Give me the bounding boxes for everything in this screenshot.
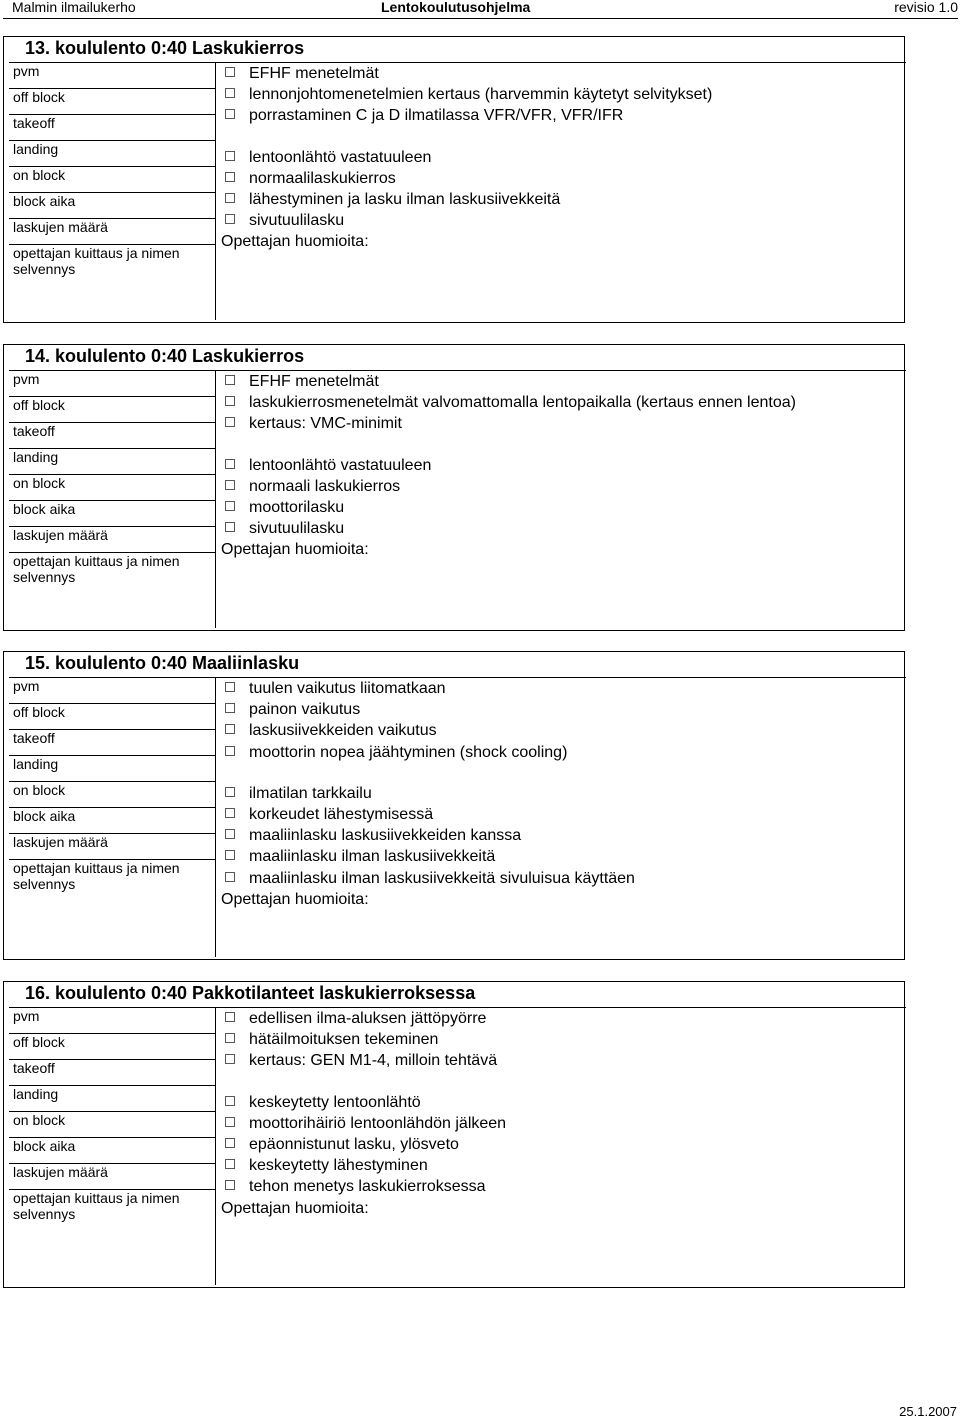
checklist-item <box>225 457 431 475</box>
checklist-item-label: kertaus: GEN M1-4, milloin tehtävä <box>249 1052 498 1070</box>
lesson-topics <box>215 677 906 957</box>
instructor-notes-label: Opettajan huomioita: <box>221 541 369 559</box>
checklist-item-label: hätäilmoituksen tekeminen <box>249 1031 439 1049</box>
field-label: takeoff <box>9 114 215 140</box>
lesson-topics <box>215 370 906 628</box>
lesson-block <box>3 981 905 1288</box>
checkbox-icon[interactable] <box>225 829 235 839</box>
checklist-item <box>225 806 433 824</box>
lesson-title: 15. koululento 0:40 Maaliinlasku <box>25 653 300 673</box>
checklist-item-label: EFHF menetelmät <box>249 65 379 82</box>
checklist-item <box>225 1094 421 1112</box>
checklist-item <box>225 1010 486 1028</box>
checklist-item <box>225 520 344 538</box>
checkbox-icon[interactable] <box>225 850 235 860</box>
checklist-item <box>225 785 372 803</box>
checklist-item-label: lentoonlähtö vastatuuleen <box>249 148 432 166</box>
checkbox-icon[interactable] <box>225 151 235 161</box>
field-label: pvm <box>9 677 215 703</box>
field-label: opettajan kuittaus ja nimen selvennys <box>9 552 215 612</box>
checklist-item <box>225 870 635 888</box>
checklist-item-label: normaali laskukierros <box>249 477 401 495</box>
field-label: laskujen määrä <box>9 1163 215 1189</box>
checklist-item-label: sivutuulilasku <box>249 520 345 538</box>
field-label: on block <box>9 781 215 807</box>
checklist-item-label: normaalilaskukierros <box>249 169 396 187</box>
lesson-title: 14. koululento 0:40 Laskukierros <box>25 346 305 366</box>
checklist-item-label: lennonjohtomenetelmien kertaus (harvemmin käytetyt selvitykset) <box>249 86 713 104</box>
checklist-item <box>225 149 431 167</box>
field-label: takeoff <box>9 422 215 448</box>
lesson-topics <box>215 1007 906 1285</box>
header-divider <box>3 18 958 19</box>
field-label: block aika <box>9 1137 215 1163</box>
checklist-item-label: painon vaikutus <box>249 701 361 719</box>
checklist-item <box>225 499 344 517</box>
lesson-topics <box>215 62 906 320</box>
field-label: on block <box>9 166 215 192</box>
field-label: on block <box>9 474 215 500</box>
checklist-item <box>225 107 623 125</box>
checkbox-icon[interactable] <box>225 746 235 756</box>
checklist-item <box>225 701 360 719</box>
field-label: opettajan kuittaus ja nimen selvennys <box>9 244 215 304</box>
checklist-item <box>225 478 400 496</box>
field-label: block aika <box>9 807 215 833</box>
checkbox-icon[interactable] <box>225 1117 235 1127</box>
lesson-title: 13. koululento 0:40 Laskukierros <box>25 38 305 58</box>
field-label: block aika <box>9 192 215 218</box>
checklist-item <box>225 1115 506 1133</box>
field-label: opettajan kuittaus ja nimen selvennys <box>9 859 215 919</box>
field-label: pvm <box>9 62 215 88</box>
field-label: off block <box>9 88 215 114</box>
document-title: Lentokoulutusohjelma <box>381 0 531 15</box>
checklist-item <box>225 1157 428 1175</box>
checkbox-icon[interactable] <box>225 682 235 692</box>
checkbox-icon[interactable] <box>225 1096 235 1106</box>
field-label: pvm <box>9 370 215 396</box>
checkbox-icon[interactable] <box>225 417 235 427</box>
checklist-item <box>225 373 379 391</box>
field-label: landing <box>9 755 215 781</box>
checkbox-icon[interactable] <box>225 193 235 203</box>
checklist-item-label: lähestyminen ja lasku ilman laskusiivekkeitä <box>249 191 561 208</box>
checklist-item-label: lentoonlähtö vastatuuleen <box>249 456 432 474</box>
checklist-item-label: maaliinlasku laskusiivekkeiden kanssa <box>249 827 522 845</box>
field-label: off block <box>9 396 215 422</box>
checkbox-icon[interactable] <box>225 1159 235 1169</box>
checkbox-icon[interactable] <box>225 1180 235 1190</box>
checklist-item-label: kertaus: VMC-minimit <box>249 415 402 433</box>
checkbox-icon[interactable] <box>225 214 235 224</box>
checklist-item-label: moottorihäiriö lentoonlähdön jälkeen <box>249 1114 507 1132</box>
page-header <box>0 0 960 16</box>
checkbox-icon[interactable] <box>225 808 235 818</box>
checklist-item <box>225 415 402 433</box>
checkbox-icon[interactable] <box>225 522 235 532</box>
revision-label: revisio 1.0 <box>894 0 958 15</box>
field-label: takeoff <box>9 729 215 755</box>
checklist-item-label: EFHF menetelmät <box>249 373 379 390</box>
checklist-item <box>225 170 396 188</box>
checklist-item <box>225 65 379 83</box>
field-label: pvm <box>9 1007 215 1033</box>
checkbox-icon[interactable] <box>225 1138 235 1148</box>
checkbox-icon[interactable] <box>225 1012 235 1022</box>
field-label: laskujen määrä <box>9 218 215 244</box>
checkbox-icon[interactable] <box>225 396 235 406</box>
checklist-item-label: moottorin nopea jäähtyminen (shock cooling) <box>249 743 568 761</box>
checklist-item-label: tehon menetys laskukierroksessa <box>249 1178 486 1196</box>
field-label: off block <box>9 1033 215 1059</box>
instructor-notes-label: Opettajan huomioita: <box>221 1199 369 1217</box>
checklist-item <box>225 744 567 762</box>
checklist-item-label: moottorilasku <box>249 499 345 516</box>
checklist-item <box>225 394 796 412</box>
checklist-item <box>225 86 712 104</box>
instructor-notes-label: Opettajan huomioita: <box>221 890 369 908</box>
field-label: takeoff <box>9 1059 215 1085</box>
checkbox-icon[interactable] <box>225 501 235 511</box>
checkbox-icon[interactable] <box>225 787 235 797</box>
checkbox-icon[interactable] <box>225 480 235 490</box>
checkbox-icon[interactable] <box>225 109 235 119</box>
checklist-item <box>225 1136 459 1154</box>
field-label: on block <box>9 1111 215 1137</box>
checkbox-icon[interactable] <box>225 375 235 385</box>
field-label: off block <box>9 703 215 729</box>
checklist-item-label: porrastaminen C ja D ilmatilassa VFR/VFR, VFR/IFR <box>249 107 624 125</box>
checklist-item-label: epäonnistunut lasku, ylösveto <box>249 1136 459 1153</box>
checklist-item-label: maaliinlasku ilman laskusiivekkeitä <box>249 848 496 866</box>
checkbox-icon[interactable] <box>225 1033 235 1043</box>
lesson-block <box>3 344 905 631</box>
checklist-item-label: tuulen vaikutus liitomatkaan <box>249 680 446 697</box>
checklist-item-label: sivutuulilasku <box>249 212 345 230</box>
checklist-item-label: laskukierrosmenetelmät valvomattomalla lentopaikalla (kertaus ennen lentoa) <box>249 394 796 412</box>
footer-date: 25.1.2007 <box>899 1404 957 1419</box>
checkbox-icon[interactable] <box>225 724 235 734</box>
field-label: opettajan kuittaus ja nimen selvennys <box>9 1189 215 1249</box>
checklist-item-label: edellisen ilma-aluksen jättöpyörre <box>249 1010 487 1027</box>
checklist-item-label: ilmatilan tarkkailu <box>249 784 372 802</box>
lesson-block <box>3 651 905 960</box>
field-label: laskujen määrä <box>9 833 215 859</box>
checklist-item <box>225 1178 486 1196</box>
checklist-item-label: keskeytetty lähestyminen <box>249 1157 428 1175</box>
instructor-notes-label: Opettajan huomioita: <box>221 233 369 251</box>
checklist-item <box>225 212 344 230</box>
checkbox-icon[interactable] <box>225 872 235 882</box>
checklist-item <box>225 191 560 209</box>
checklist-item-label: keskeytetty lentoonlähtö <box>249 1093 421 1111</box>
checklist-item <box>225 1052 497 1070</box>
checklist-item <box>225 827 521 845</box>
checkbox-icon[interactable] <box>225 172 235 182</box>
lesson-title: 16. koululento 0:40 Pakkotilanteet laskukierroksessa <box>25 983 476 1003</box>
checklist-item-label: maaliinlasku ilman laskusiivekkeitä sivuluisua käyttäen <box>249 869 635 887</box>
field-label: block aika <box>9 500 215 526</box>
checklist-item <box>225 680 446 698</box>
field-label: laskujen määrä <box>9 526 215 552</box>
field-label: landing <box>9 448 215 474</box>
checkbox-icon[interactable] <box>225 703 235 713</box>
checkbox-icon[interactable] <box>225 88 235 98</box>
field-label: landing <box>9 140 215 166</box>
checkbox-icon[interactable] <box>225 67 235 77</box>
checklist-item <box>225 1031 438 1049</box>
checklist-item <box>225 722 437 740</box>
checklist-item <box>225 848 495 866</box>
checklist-item-label: laskusiivekkeiden vaikutus <box>249 722 437 740</box>
field-label: landing <box>9 1085 215 1111</box>
club-name: Malmin ilmailukerho <box>12 0 136 15</box>
lesson-block <box>3 36 905 323</box>
checkbox-icon[interactable] <box>225 459 235 469</box>
checkbox-icon[interactable] <box>225 1054 235 1064</box>
checklist-item-label: korkeudet lähestymisessä <box>249 806 434 823</box>
